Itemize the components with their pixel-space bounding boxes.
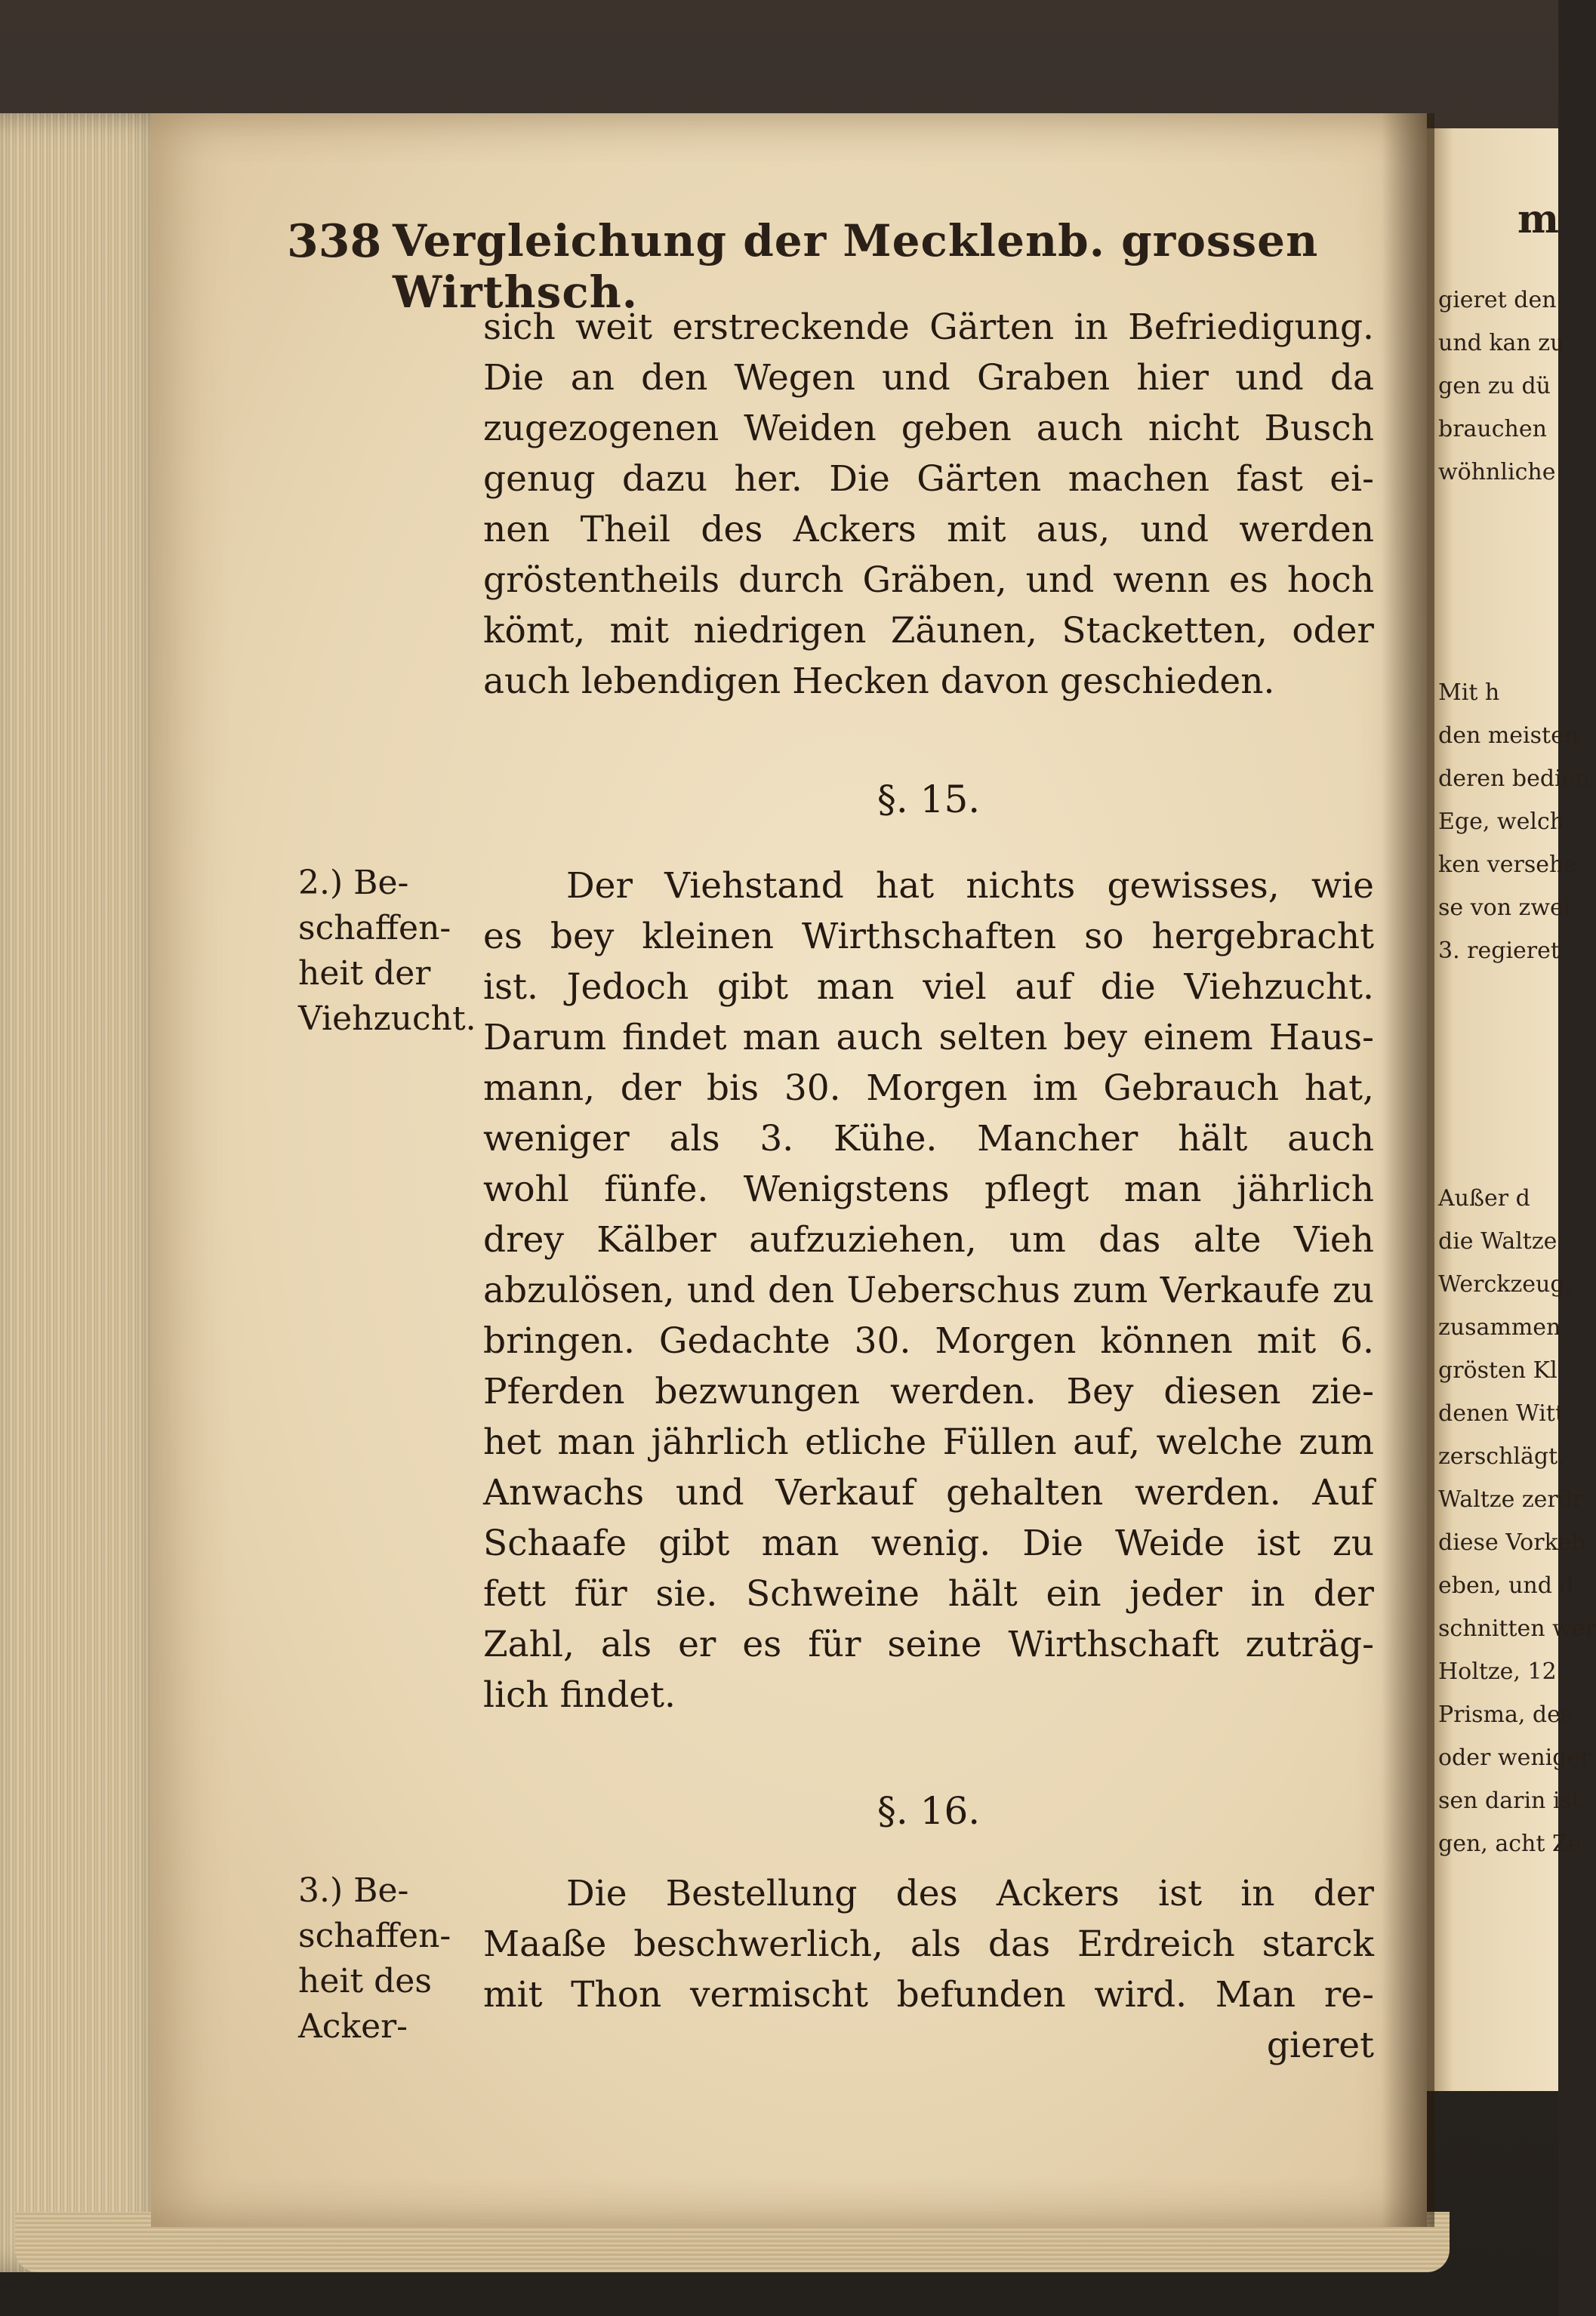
text-line: lich findet. [483,1674,676,1716]
right-page-line: sen darin ist [1438,1788,1581,1814]
right-page-line: gieret den [1438,287,1557,313]
text-line: sich weit erstreckende Gärten in Befriedigung. [483,306,1374,348]
margin-note-line: heit der [298,954,431,993]
margin-note-line: schaffen- [298,909,451,947]
text-line: Zahl, als er es für seine Wirthschaft zuträg- [483,1624,1374,1665]
text-line: Maaße beschwerlich, als das Erdreich starck [483,1923,1374,1965]
section-heading-15: §. 15. [877,778,981,821]
right-page-line: Ege, welch [1438,808,1565,835]
text-line: ist. Jedoch gibt man viel auf die Viehzucht. [483,966,1374,1008]
text-line: fett für sie. Schweine hält ein jeder in der [483,1573,1374,1615]
right-page-line: den meisten [1438,722,1579,749]
text-line: Darum findet man auch selten bey einem Haus- [483,1017,1374,1058]
text-line: zugezogenen Weiden geben auch nicht Busch [483,408,1374,449]
right-page-line: diese Vorkeh [1438,1529,1586,1556]
text-line: het man jährlich etliche Füllen auf, welche zum [483,1421,1374,1463]
right-page-line: oder weniger [1438,1745,1591,1771]
text-line: kömt, mit niedrigen Zäunen, Stacketten, oder [483,610,1374,651]
right-page-block-2 [1438,679,1590,981]
right-page-line: Mit h [1438,679,1500,706]
text-line: genug dazu her. Die Gärten machen fast ei- [483,458,1374,500]
text-line: es bey kleinen Wirthschaften so hergebracht [483,916,1374,957]
page-number: 338 [287,215,382,268]
right-page-line: Außer d [1438,1185,1530,1212]
right-page-line: se von zwei [1438,895,1571,921]
right-page-line: Werckzeug, [1438,1271,1573,1298]
section-16-paragraph [483,1868,1374,2071]
right-page-line: brauchen [1438,416,1547,442]
text-line: Anwachs und Verkauf gehalten werden. Auf [483,1472,1374,1514]
right-page-line: zusammen [1438,1314,1561,1341]
right-page-block-3 [1438,1185,1596,1874]
right-page-line: denen Witt [1438,1400,1564,1427]
text-line: abzulösen, und den Ueberschus zum Verkaufe zu [483,1270,1374,1311]
text-line: gröstentheils durch Gräben, und wenn es hoch [483,559,1374,601]
text-line: auch lebendigen Hecken davon geschieden. [483,661,1275,702]
right-page-line: grösten Kl [1438,1357,1557,1384]
text-line: wohl fünfe. Wenigstens pflegt man jährlich [483,1169,1374,1210]
section-heading-16: §. 16. [877,1789,981,1833]
right-page-line: Waltze zerdr [1438,1486,1584,1513]
text-line: bringen. Gedachte 30. Morgen können mit 6. [483,1320,1374,1362]
right-page-line: Prisma, des [1438,1702,1573,1728]
text-line: Die an den Wegen und Graben hier und da [483,357,1374,399]
section-15-paragraph [483,861,1374,1720]
text-line: weniger als 3. Kühe. Mancher hält auch [483,1118,1374,1160]
right-page-line: die Waltze [1438,1228,1557,1255]
text-line: mit Thon vermischt befunden wird. Man re- [483,1974,1374,2016]
book-page-edges [0,113,174,2272]
right-page-line: schnitten wer [1438,1615,1596,1642]
margin-note-line: heit des [298,1962,432,2000]
margin-note-line: schaffen- [298,1917,451,1955]
right-page-line: gen zu dü [1438,373,1551,399]
right-page-line: eben, und d [1438,1572,1574,1599]
running-title: Vergleichung der Mecklenb. grossen Wirthsch. [393,215,1319,318]
margin-note-acker [298,1868,479,2050]
margin-note-line: Acker- [298,2007,408,2046]
right-page-line: und kan zu [1438,330,1565,356]
text-line: Pferden bezwungen werden. Bey diesen zie- [483,1371,1374,1412]
right-page-line: gen, acht Ze [1438,1831,1582,1857]
text-line: Schaafe gibt man wenig. Die Weide ist zu [483,1523,1374,1564]
text-line: nen Theil des Ackers mit aus, und werden [483,509,1374,550]
right-page-line: 3. regieret [1438,938,1560,964]
margin-note-line: 2.) Be- [298,864,409,902]
text-line: Der Viehstand hat nichts gewisses, wie [566,865,1374,907]
right-page-header-fragment: m [1517,196,1560,242]
margin-note-viehzucht [298,861,479,1042]
right-page-line: zerschlägt, [1438,1443,1565,1470]
text-line: drey Kälber aufzuziehen, um das alte Vieh [483,1219,1374,1261]
right-page-line: wöhnliche [1438,459,1556,485]
page-header [287,215,1374,318]
text-line: Die Bestellung des Ackers ist in der [566,1873,1374,1914]
right-page-line: Holtze, 12. [1438,1658,1564,1685]
intro-paragraph [483,302,1374,707]
right-page-block-1 [1438,287,1565,502]
book-gutter [1382,113,1434,2227]
text-line: mann, der bis 30. Morgen im Gebrauch hat, [483,1067,1374,1109]
margin-note-line: 3.) Be- [298,1871,409,1910]
right-page-line: deren bedien [1438,765,1590,792]
right-page-line: ken versehe [1438,852,1578,878]
margin-note-line: Viehzucht. [298,999,476,1038]
catchword: gieret [1266,2025,1374,2066]
